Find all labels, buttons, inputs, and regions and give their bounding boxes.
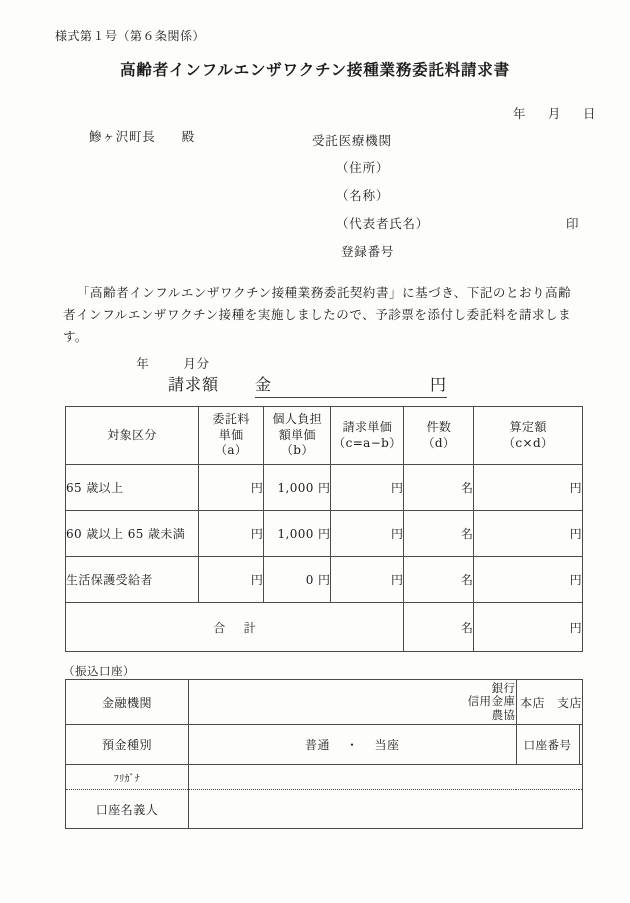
cell-calculated-amount[interactable]: 円: [474, 465, 583, 511]
cell-personal-burden-b: 1,000 円: [264, 511, 331, 557]
total-calculated-amount[interactable]: 円: [474, 603, 583, 652]
table-header-row: [66, 407, 583, 465]
date-day-label: 日: [582, 106, 596, 121]
date-year-label: 年: [512, 106, 526, 121]
addressee-honorific: 殿: [181, 129, 195, 144]
institution-registration-label: 登録番号: [341, 244, 395, 259]
bank-type-nokyo[interactable]: 農協: [491, 707, 516, 722]
deposit-type-label: 預金種別: [66, 725, 189, 765]
institution-heading: 受託医療機関: [312, 133, 392, 148]
bank-holder-row: [66, 790, 583, 829]
cell-claim-unit-c[interactable]: 円: [331, 557, 404, 603]
header-count-d: 件数 （d）: [404, 407, 474, 465]
currency-mark: 金: [255, 375, 273, 394]
cell-category: 65 歳以上: [66, 465, 199, 511]
claim-amount-field[interactable]: [255, 372, 447, 398]
institution-address-label: （住所）: [336, 160, 390, 175]
header-unit-price-a: 委託料 単価 （a）: [199, 407, 264, 465]
deposit-kind-options[interactable]: [189, 725, 517, 765]
period-year-label: 年: [136, 356, 150, 371]
bank-institution-type-options[interactable]: [189, 680, 517, 725]
cell-category: 60 歳以上 65 歳未満: [66, 511, 199, 557]
total-label: 合 計: [66, 603, 404, 652]
bank-type-shinkin[interactable]: 信用金庫: [467, 694, 516, 709]
cell-category: 生活保護受給者: [66, 557, 199, 603]
branch-main-label[interactable]: 本店: [519, 695, 545, 710]
deposit-kind-ordinary[interactable]: 普通: [305, 738, 331, 752]
bank-deposit-row: [66, 725, 583, 765]
bank-furigana-row: [66, 765, 583, 790]
header-category: 対象区分: [66, 407, 199, 465]
addressee-line: [70, 112, 195, 160]
deposit-kind-separator: ・: [346, 738, 359, 752]
table-row: [66, 557, 583, 603]
bank-institution-row: [66, 680, 583, 725]
cell-count-d[interactable]: 名: [404, 557, 474, 603]
furigana-input[interactable]: [189, 765, 583, 790]
cell-unit-price-a[interactable]: 円: [199, 465, 264, 511]
cell-count-d[interactable]: 名: [404, 465, 474, 511]
account-holder-label: 口座名義人: [66, 790, 189, 829]
account-holder-input[interactable]: [189, 790, 583, 829]
bank-institution-label: 金融機関: [66, 680, 189, 725]
form-number: 様式第１号（第６条関係）: [55, 29, 206, 43]
total-count-d[interactable]: 名: [404, 603, 474, 652]
bank-account-table: [65, 679, 583, 829]
deposit-kind-current[interactable]: 当座: [374, 738, 400, 752]
bank-section-caption: （振込口座）: [63, 664, 135, 678]
cell-calculated-amount[interactable]: 円: [474, 557, 583, 603]
institution-representative-label: （代表者氏名）: [336, 216, 430, 231]
body-paragraph: [63, 282, 571, 348]
claim-breakdown-table: [65, 406, 583, 652]
account-number-input[interactable]: [579, 725, 582, 765]
header-calculated-amount: 算定額 （c×d）: [474, 407, 583, 465]
seal-mark: 印: [566, 216, 580, 231]
addressee-name: 鰺ヶ沢町長: [89, 129, 156, 144]
claim-amount-label: 請求額: [168, 375, 220, 394]
table-row: [66, 465, 583, 511]
cell-unit-price-a[interactable]: 円: [199, 557, 264, 603]
header-personal-burden-b: 個人負担 額単価 （b）: [264, 407, 331, 465]
claim-amount-row: [168, 372, 447, 398]
account-number-label: 口座番号: [516, 725, 579, 765]
body-paragraph-text: 「高齢者インフルエンザワクチン接種業務委託契約書」に基づき、下記のとおり高齢者インフルエンザワクチン接種を実施しましたので、予診票を添付し委託料を請求します。: [63, 285, 571, 344]
cell-calculated-amount[interactable]: 円: [474, 511, 583, 557]
branch-sub-label[interactable]: 支店: [556, 695, 582, 710]
date-line: [495, 89, 596, 137]
claim-amount-unit: 円: [430, 375, 448, 394]
header-claim-unit-c: 請求単価 （c=a−b）: [331, 407, 404, 465]
institution-name-label: （名称）: [336, 188, 390, 203]
table-total-row: [66, 603, 583, 652]
cell-claim-unit-c[interactable]: 円: [331, 511, 404, 557]
cell-personal-burden-b: 0 円: [264, 557, 331, 603]
period-month-label: 月分: [183, 356, 210, 371]
date-month-label: 月: [547, 106, 561, 121]
bank-type-bank[interactable]: 銀行: [491, 680, 516, 695]
cell-count-d[interactable]: 名: [404, 511, 474, 557]
cell-claim-unit-c[interactable]: 円: [331, 465, 404, 511]
cell-unit-price-a[interactable]: 円: [199, 511, 264, 557]
furigana-label: ﾌﾘｶﾞﾅ: [66, 765, 189, 790]
table-row: [66, 511, 583, 557]
document-title: 高齢者インフルエンザワクチン接種業務委託料請求書: [120, 60, 510, 79]
bank-branch-options[interactable]: [516, 680, 582, 725]
cell-personal-burden-b: 1,000 円: [264, 465, 331, 511]
